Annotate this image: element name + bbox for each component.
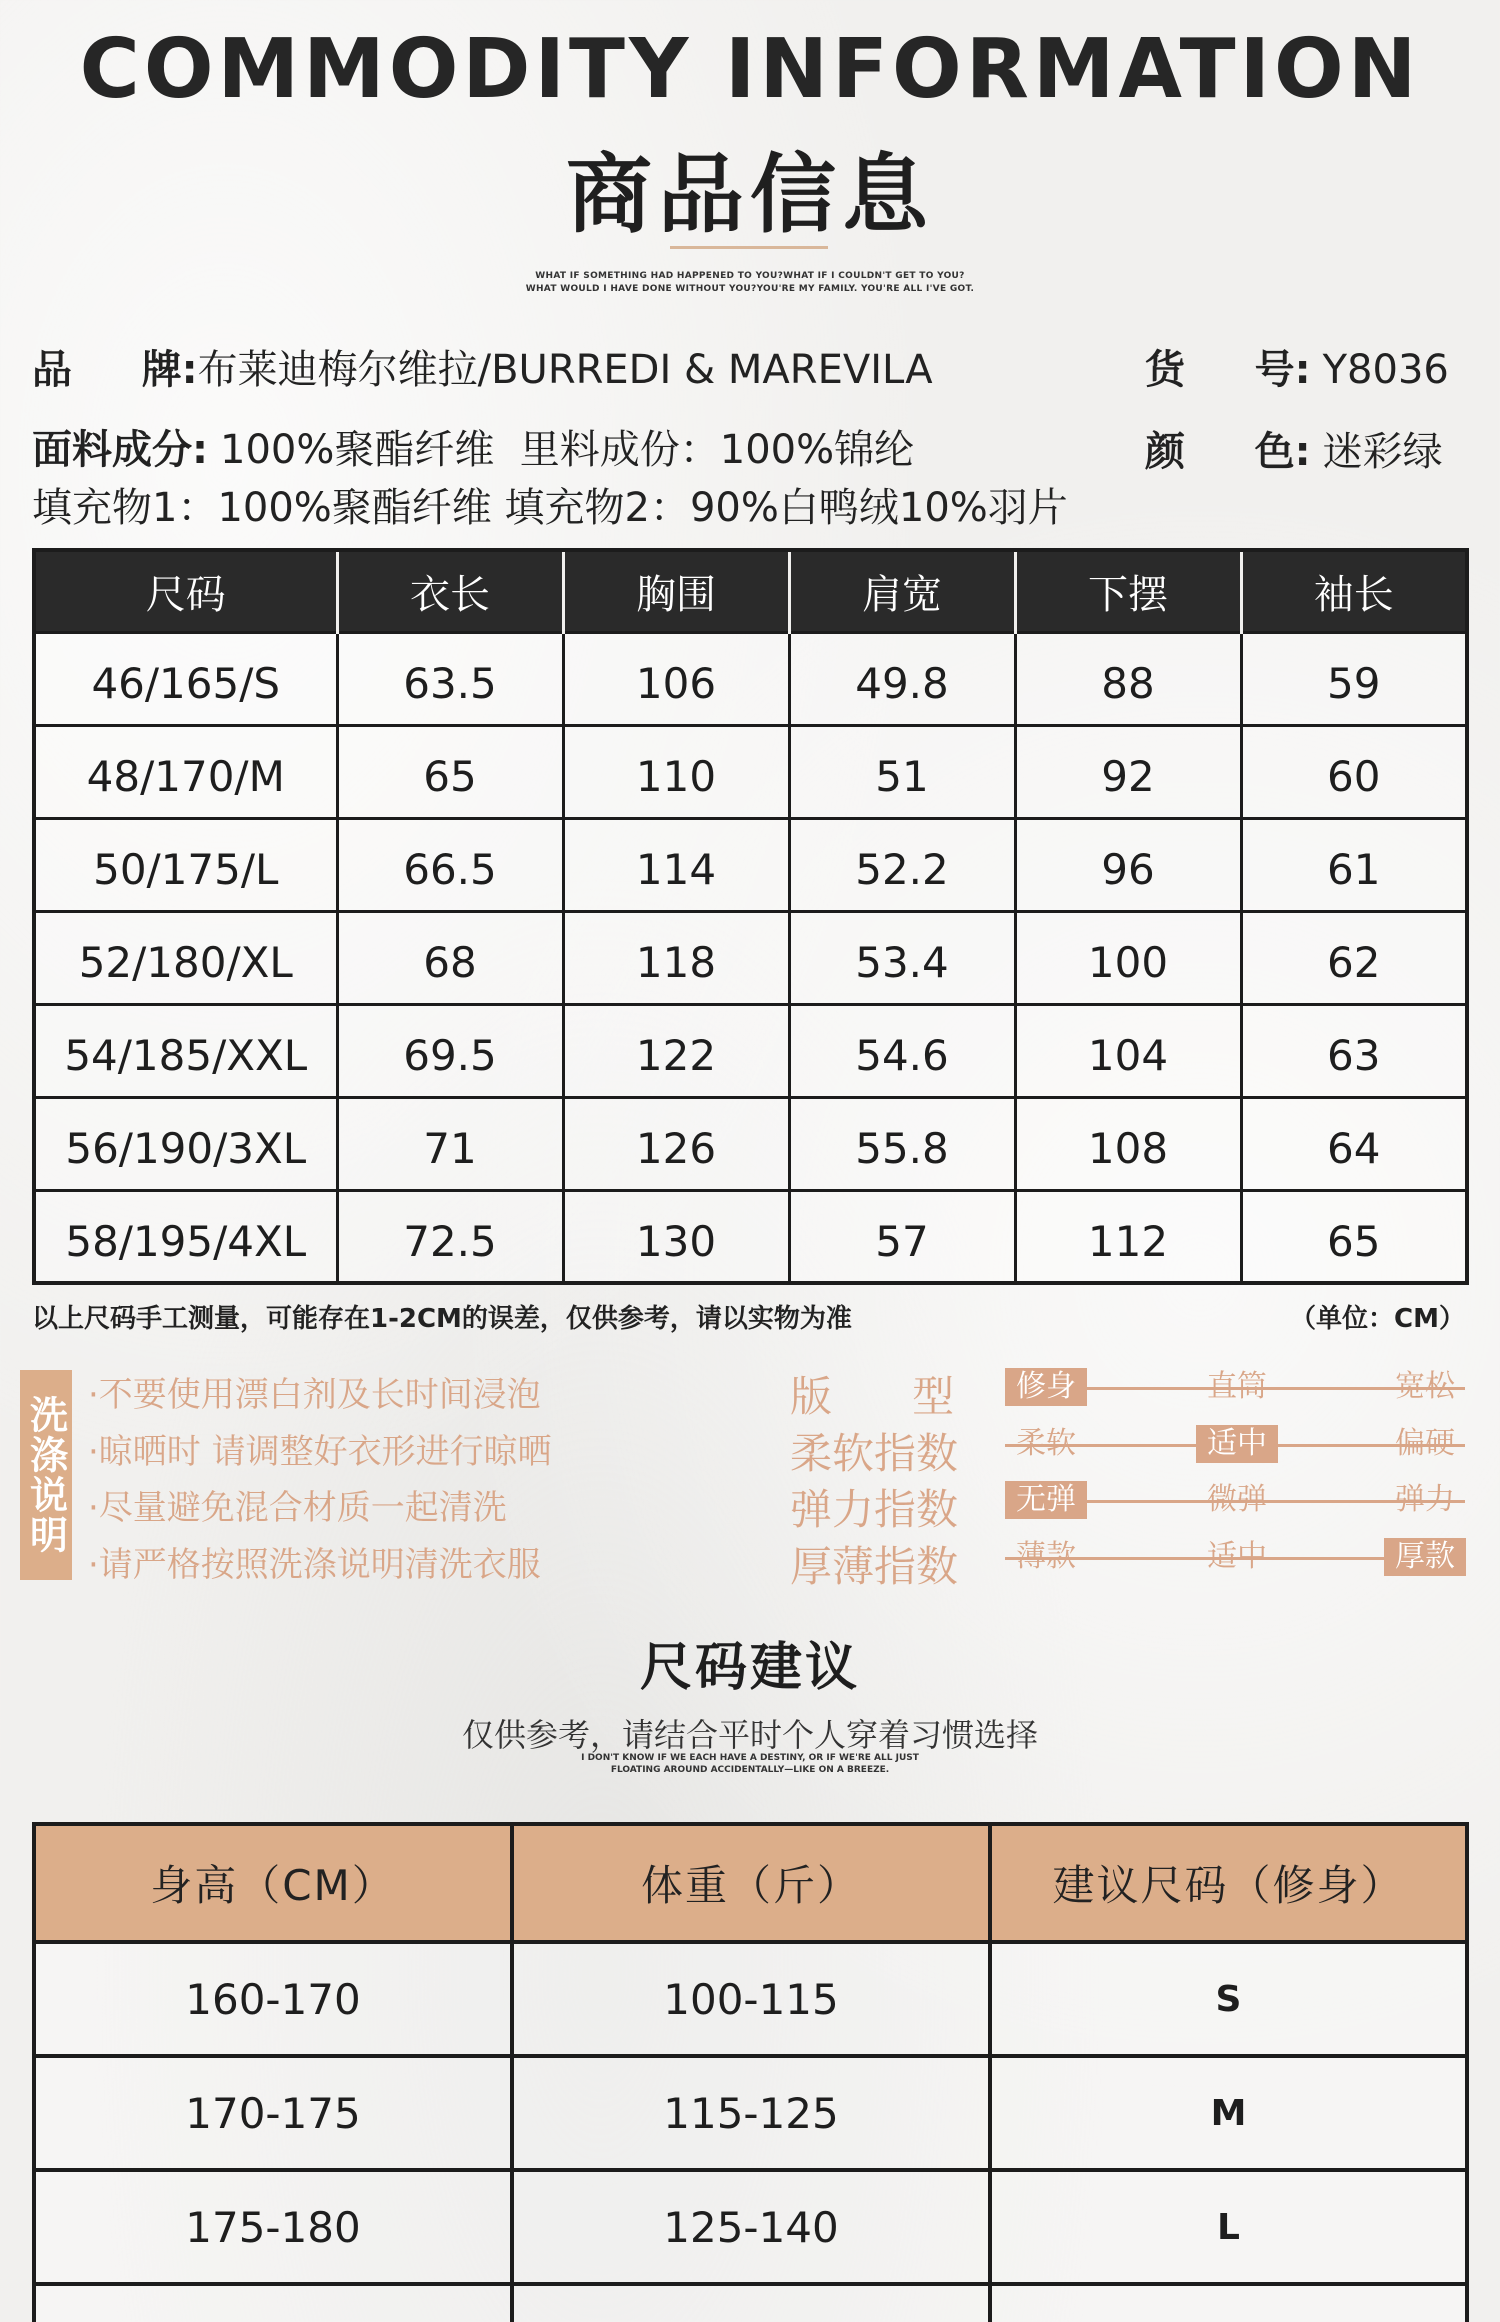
- size-table-cell: 60: [1241, 725, 1467, 818]
- sku-row: [1145, 347, 1449, 393]
- attribute-option: 厚款: [1384, 1538, 1466, 1576]
- attribute-option: 修身: [1005, 1368, 1087, 1406]
- recommend-english-1: I DON'T KNOW IF WE EACH HAVE A DESTINY, OR IF WE'RE ALL JUST: [581, 1753, 919, 1763]
- wash-item: ·尽量避免混合材质一起清洗: [88, 1488, 507, 1528]
- recommend-title: 尺码建议: [639, 1638, 860, 1698]
- size-table-cell: 64: [1241, 1097, 1467, 1190]
- color-value: 迷彩绿: [1322, 429, 1443, 475]
- size-table-cell: 106: [563, 632, 789, 725]
- size-table-cell: 49.8: [789, 632, 1015, 725]
- size-table-cell: 63.5: [337, 632, 563, 725]
- measure-note: 以上尺码手工测量，可能存在1-2CM的误差，仅供参考，请以实物为准: [32, 1304, 852, 1334]
- recommend-table-cell: [34, 2284, 512, 2322]
- size-table-cell: 104: [1015, 1004, 1241, 1097]
- size-table-cell: 65: [1241, 1190, 1467, 1283]
- attribute-option: 适中: [1207, 1539, 1267, 1574]
- col-weight: 体重（斤）: [512, 1824, 990, 1942]
- size-table-cell: 50/175/L: [34, 818, 337, 911]
- attribute-label: 厚薄指数: [790, 1542, 959, 1591]
- attribute-option: 适中: [1196, 1425, 1278, 1463]
- brand-row: [32, 347, 933, 393]
- unit-note: （单位：CM）: [1290, 1304, 1465, 1334]
- attribute-label: 版 型: [790, 1372, 955, 1421]
- size-table-row: [34, 632, 1467, 725]
- size-table-row: [34, 725, 1467, 818]
- col-sleeve: 袖长: [1241, 550, 1467, 632]
- wash-item: ·请严格按照洗涤说明清洗衣服: [88, 1545, 541, 1585]
- tagline: [0, 270, 1500, 296]
- size-table-cell: 56/190/3XL: [34, 1097, 337, 1190]
- size-table-cell: 51: [789, 725, 1015, 818]
- size-table-cell: 126: [563, 1097, 789, 1190]
- col-height: 身高（CM）: [34, 1824, 512, 1942]
- recommend-table-row: [34, 2056, 1467, 2170]
- size-table-cell: 59: [1241, 632, 1467, 725]
- attribute-label: 弹力指数: [790, 1485, 959, 1534]
- title-english: COMMODITY INFORMATION: [79, 22, 1421, 117]
- size-table-cell: 96: [1015, 818, 1241, 911]
- size-table-cell: 63: [1241, 1004, 1467, 1097]
- recommend-table-cell: 125-140: [512, 2170, 990, 2284]
- size-table-cell: 62: [1241, 911, 1467, 1004]
- attribute-option: 微弹: [1207, 1482, 1267, 1517]
- size-table-cell: 53.4: [789, 911, 1015, 1004]
- recommend-table-cell: 170-175: [34, 2056, 512, 2170]
- size-table-cell: 68: [337, 911, 563, 1004]
- size-table-cell: 122: [563, 1004, 789, 1097]
- attribute-label: 柔软指数: [790, 1429, 959, 1478]
- recommend-table-row: [34, 2284, 1467, 2322]
- size-table-cell: 110: [563, 725, 789, 818]
- sku-value: Y8036: [1322, 347, 1449, 393]
- size-table-cell: 88: [1015, 632, 1241, 725]
- wash-tag: 洗涤说明: [20, 1370, 72, 1580]
- col-chest: 胸围: [563, 550, 789, 632]
- fabric-value: 100%聚酯纤维 里料成份：100%锦纶: [220, 427, 915, 473]
- filling-row: 填充物1：100%聚酯纤维 填充物2：90%白鸭绒10%羽片: [32, 485, 1068, 531]
- size-table-cell: 65: [337, 725, 563, 818]
- wash-item: ·晾晒时 请调整好衣形进行晾晒: [88, 1432, 552, 1472]
- size-table-cell: 71: [337, 1097, 563, 1190]
- attribute-option: 宽松: [1395, 1369, 1455, 1404]
- color-label: 颜 色:: [1145, 429, 1311, 475]
- recommend-english: [0, 1752, 1500, 1776]
- size-table-cell: 52.2: [789, 818, 1015, 911]
- attribute-option: 弹力: [1395, 1482, 1455, 1517]
- size-table-cell: 69.5: [337, 1004, 563, 1097]
- tagline-line-1: WHAT IF SOMETHING HAD HAPPENED TO YOU?WHAT IF I COULDN'T GET TO YOU?: [535, 271, 965, 281]
- recommend-table-cell: 160-170: [34, 1942, 512, 2056]
- size-table-row: [34, 1097, 1467, 1190]
- recommend-table: [32, 1822, 1469, 2322]
- color-row: [1145, 429, 1443, 475]
- attribute-option: 直筒: [1207, 1369, 1267, 1404]
- col-shoulder: 肩宽: [789, 550, 1015, 632]
- size-table-cell: 100: [1015, 911, 1241, 1004]
- size-table-row: [34, 1004, 1467, 1097]
- title-chinese: 商品信息: [566, 145, 934, 245]
- size-table-cell: 48/170/M: [34, 725, 337, 818]
- size-table-cell: 57: [789, 1190, 1015, 1283]
- size-table-cell: 114: [563, 818, 789, 911]
- col-hem: 下摆: [1015, 550, 1241, 632]
- recommend-table-row: [34, 1942, 1467, 2056]
- col-length: 衣长: [337, 550, 563, 632]
- recommend-table-cell: 100-115: [512, 1942, 990, 2056]
- recommend-table-row: [34, 2170, 1467, 2284]
- title-divider: [670, 246, 828, 249]
- size-table-cell: 92: [1015, 725, 1241, 818]
- size-table-cell: 112: [1015, 1190, 1241, 1283]
- recommend-table-cell: [990, 2284, 1467, 2322]
- tagline-line-2: WHAT WOULD I HAVE DONE WITHOUT YOU?YOU'RE MY FAMILY. YOU'RE ALL I'VE GOT.: [525, 284, 975, 294]
- attribute-option: 柔软: [1016, 1426, 1076, 1461]
- recommend-table-cell: S: [990, 1942, 1467, 2056]
- size-table-cell: 46/165/S: [34, 632, 337, 725]
- size-table-cell: 118: [563, 911, 789, 1004]
- wash-item: ·不要使用漂白剂及长时间浸泡: [88, 1375, 541, 1415]
- recommend-table-cell: 175-180: [34, 2170, 512, 2284]
- size-table-cell: 58/195/4XL: [34, 1190, 337, 1283]
- size-table-cell: 108: [1015, 1097, 1241, 1190]
- fabric-row: [32, 427, 915, 473]
- attribute-option: 偏硬: [1395, 1426, 1455, 1461]
- col-suggested-size: 建议尺码（修身）: [990, 1824, 1467, 1942]
- size-table-cell: 66.5: [337, 818, 563, 911]
- recommend-table-header: [34, 1824, 1467, 1942]
- brand-value: 布莱迪梅尔维拉/BURREDI & MAREVILA: [197, 347, 933, 393]
- size-table-cell: 52/180/XL: [34, 911, 337, 1004]
- sku-label: 货 号:: [1145, 347, 1311, 393]
- recommend-table-cell: 115-125: [512, 2056, 990, 2170]
- size-table-row: [34, 1190, 1467, 1283]
- size-table-cell: 54.6: [789, 1004, 1015, 1097]
- size-table-cell: 54/185/XXL: [34, 1004, 337, 1097]
- recommend-table-cell: L: [990, 2170, 1467, 2284]
- size-table: [32, 548, 1469, 1285]
- recommend-table-cell: [512, 2284, 990, 2322]
- fabric-label: 面料成分:: [32, 427, 208, 473]
- size-table-cell: 61: [1241, 818, 1467, 911]
- size-table-cell: 130: [563, 1190, 789, 1283]
- recommend-subtitle: 仅供参考，请结合平时个人穿着习惯选择: [461, 1716, 1038, 1754]
- brand-label: 品 牌:: [32, 347, 198, 393]
- attribute-option: 无弹: [1005, 1481, 1087, 1519]
- size-table-cell: 55.8: [789, 1097, 1015, 1190]
- size-table-row: [34, 818, 1467, 911]
- recommend-table-cell: M: [990, 2056, 1467, 2170]
- size-table-header: [34, 550, 1467, 632]
- attribute-option: 薄款: [1016, 1539, 1076, 1574]
- recommend-english-2: FLOATING AROUND ACCIDENTALLY—LIKE ON A BREEZE.: [610, 1765, 890, 1775]
- size-table-row: [34, 911, 1467, 1004]
- size-table-cell: 72.5: [337, 1190, 563, 1283]
- col-size: 尺码: [34, 550, 337, 632]
